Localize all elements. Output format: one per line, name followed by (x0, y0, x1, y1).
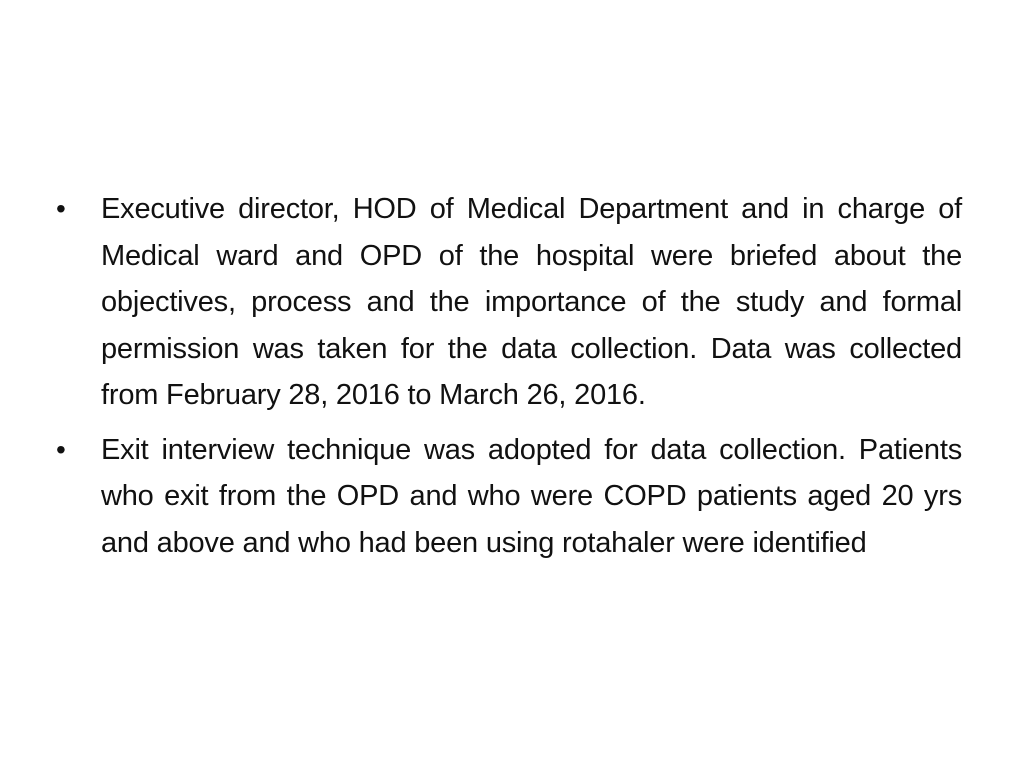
bullet-text: Executive director, HOD of Medical Department and in charge of Medical ward and OPD of the hospital were briefed about the objectives, process and the importance of the study and formal permission was taken for the data collection. Data was collected from February 28, 2016 to March 26, 2016. (101, 193, 962, 411)
bullet-item-study-permission (56, 186, 962, 419)
bullet-text: Exit interview technique was adopted for data collection. Patients who exit from the OPD and who were COPD patients aged 20 yrs and above and who had been using rotahaler were identified (101, 433, 962, 559)
bullet-icon: • (56, 433, 66, 465)
bullet-item-exit-interview (56, 427, 962, 567)
bullet-icon: • (56, 193, 66, 224)
bullet-list (56, 186, 962, 574)
